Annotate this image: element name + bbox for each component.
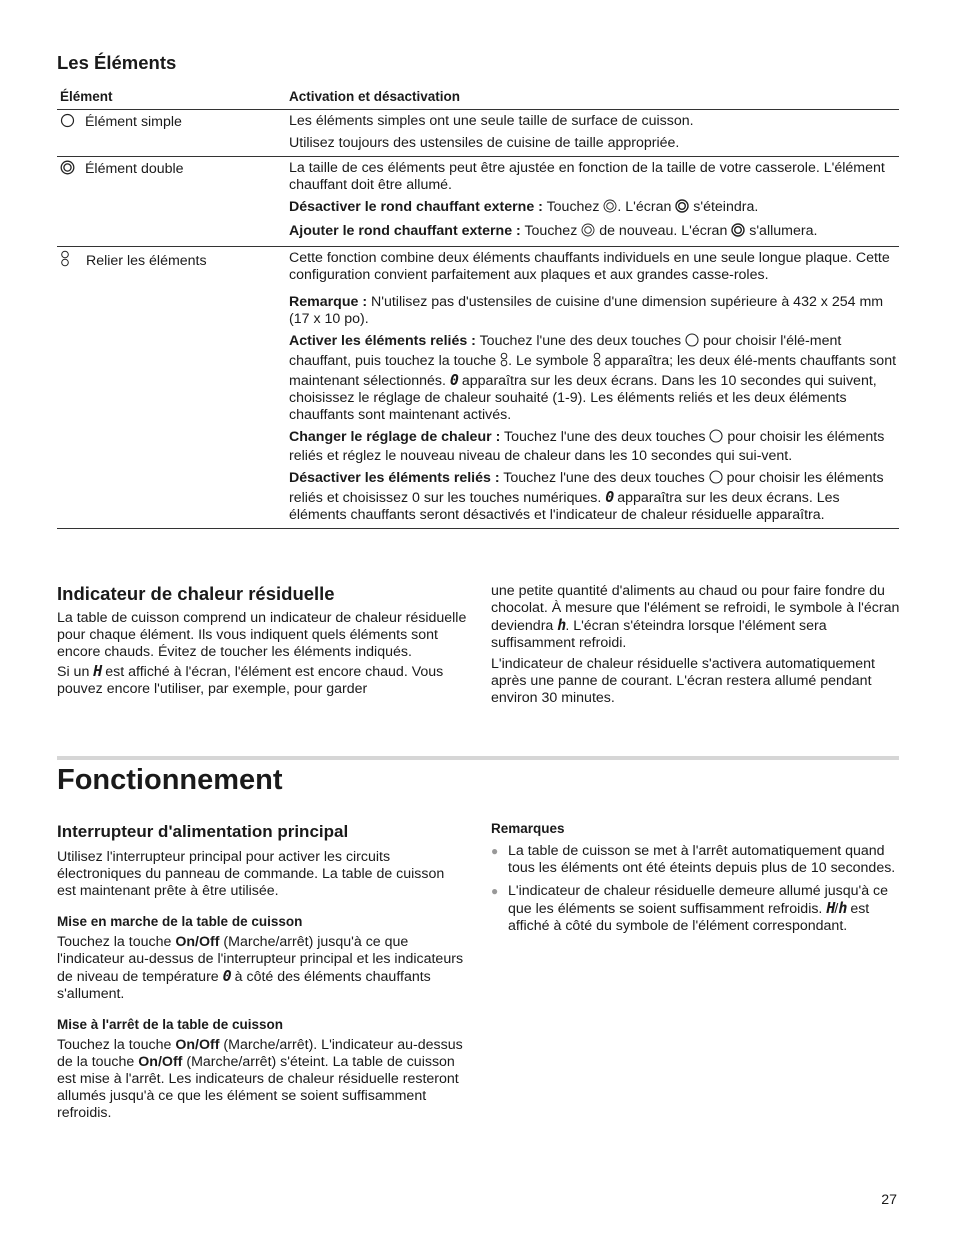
list-item (491, 843, 901, 877)
text-segment: Touchez (524, 223, 578, 239)
text-segment: apparaîtra sur les deux écrans. Dans les 10 secondes qui suivent, choisissez le réglage de chaleur souhaité (1-9). Les éléments reliés et les deux éléments chauffants sont maintenant activés. (289, 373, 877, 423)
elements-table (57, 87, 899, 529)
text-segment: . L'écran (617, 199, 672, 215)
residual-paragraph: L'indicateur de chaleur résiduelle s'activera automatiquement après une panne de courant. L'écran restera allumé pendant environ 30 minutes. (491, 656, 875, 706)
bullet-icon: ● (491, 884, 499, 898)
onoff-key-label: On/Off (138, 1054, 183, 1070)
text-segment: Touchez la touche (57, 934, 172, 950)
text-segment: Touchez l'une des deux touches (479, 333, 682, 349)
text-segment: est affiché à l'écran, l'élément est encore chaud. Vous pouvez encore l'utiliser, par exemple, pour garder (57, 664, 444, 697)
text-segment: pour choisir les éléments reliés et choisissez 0 sur les touches numériques. (289, 470, 884, 506)
text-segment: . Le symbole (508, 353, 589, 369)
notes-list (491, 843, 901, 935)
text-segment: La table de cuisson se met à l'arrêt automatiquement quand tous les éléments ont été éteints depuis plus de 10 secondes. (508, 843, 896, 876)
turn-on-title: Mise en marche de la table de cuisson (57, 914, 303, 929)
residual-right-column (491, 583, 901, 709)
single-circle-icon (709, 470, 723, 489)
table-header (57, 87, 899, 110)
add-outer-text (289, 223, 899, 242)
col-activation-header: Activation et désactivation (289, 89, 461, 104)
note-text (289, 294, 899, 328)
display-zero-symbol: 0 (605, 488, 614, 506)
residual-low-symbol: h (838, 899, 847, 917)
turn-off-paragraph (57, 1037, 467, 1122)
single-circle-icon (709, 429, 723, 448)
outer-ring-touch-icon (603, 199, 617, 218)
text-segment: (Marche/arrêt) jusqu'à ce que l'indicateur au-dessus de l'interrupteur principal et les indicateurs de niveau de température (57, 934, 464, 985)
deactivate-bridge-label: Désactiver les éléments reliés : (289, 470, 500, 486)
outer-ring-touch-icon (581, 223, 595, 242)
text-segment: s'éteindra. (693, 199, 759, 215)
turn-on-paragraph (57, 934, 467, 1003)
switch-paragraph: Utilisez l'interrupteur principal pour activer les circuits électroniques du panneau de commande. La table de cuisson est maintenant prête à être utilisée. (57, 849, 445, 899)
text-segment: N'utilisez pas d'ustensiles de cuisine d'une dimension supérieure à 432 x 254 mm (17 x 10 po). (289, 294, 884, 327)
elements-title: Les Éléments (57, 52, 177, 73)
row-text: Utilisez toujours des ustensiles de cuisine de taille appropriée. (289, 135, 680, 151)
residual-high-symbol: H (826, 899, 835, 917)
residual-low-symbol: h (557, 616, 566, 634)
double-circle-icon (731, 223, 745, 242)
operation-right-column (491, 821, 901, 941)
text-segment: de nouveau. L'écran (599, 223, 728, 239)
row-text: La taille de ces éléments peut être ajustée en fonction de la taille de votre casserole. L'élément chauffant doit être allumé. (289, 160, 885, 193)
slash-symbol: / (834, 901, 839, 917)
text-segment: Touchez la touche (57, 1037, 172, 1053)
text-segment: (Marche/arrêt). L'indicateur au-dessus de la touche (57, 1037, 463, 1070)
display-zero-symbol: 0 (222, 967, 231, 985)
text-segment: Touchez (546, 199, 600, 215)
list-item (491, 883, 901, 935)
bullet-icon: ● (491, 844, 499, 858)
text-segment: est affiché à côté du symbole de l'élément correspondant. (508, 901, 870, 934)
change-heat-text (289, 429, 899, 465)
text-segment: L'indicateur de chaleur résiduelle demeure allumé jusqu'à ce que les éléments se soient suffisamment refroidis. (508, 883, 889, 917)
single-circle-icon (60, 113, 75, 133)
table-row-double (57, 157, 899, 247)
residual-title: Indicateur de chaleur résiduelle (57, 583, 335, 604)
double-circle-icon (60, 160, 75, 180)
deactivate-outer-text (289, 199, 899, 218)
deactivate-outer-label: Désactiver le rond chauffant externe : (289, 199, 543, 215)
text-segment: apparaîtra; les deux élé-ments chauffants sont maintenant sélectionnés. (289, 353, 897, 389)
display-zero-symbol: 0 (449, 371, 458, 389)
text-segment: . L'écran s'éteindra lorsque l'élément sera suffisamment refroidi. (491, 618, 827, 651)
text-segment: apparaîtra sur les deux écrans. Les éléments chauffants seront désactivés et l'indicateur de chaleur résiduelle apparaîtra. (289, 490, 840, 523)
table-row-single (57, 110, 899, 157)
single-circle-icon (685, 333, 699, 352)
row-text: Les éléments simples ont une seule taille de surface de cuisson. (289, 113, 694, 129)
row-text: Cette fonction combine deux éléments chauffants individuels en une seule longue plaque. Cette configuration convient parfaitement aux plaques et aux grandes casse-roles. (289, 250, 890, 283)
page-number: 27 (881, 1192, 897, 1208)
text-segment: Touchez l'une des deux touches (504, 429, 706, 445)
col-element-header: Élément (60, 89, 113, 104)
deactivate-bridge-text (289, 470, 899, 524)
text-segment: Touchez l'une des deux touches (503, 470, 705, 486)
text-segment: pour choisir les éléments reliés et réglez le nouveau niveau de chaleur dans les 10 secondes qui sui-vent. (289, 429, 885, 464)
residual-high-symbol: H (93, 662, 102, 680)
text-segment: une petite quantité d'aliments au chaud ou pour faire fondre du chocolat. À mesure que l'élément se refroidi, le symbole à l'écran deviendra (491, 583, 900, 634)
element-name: Relier les éléments (85, 253, 207, 269)
text-segment: s'allumera. (749, 223, 818, 239)
residual-paragraph (491, 583, 901, 652)
operation-title: Fonctionnement (57, 764, 283, 796)
element-name: Élément double (84, 161, 184, 177)
onoff-key-label: On/Off (175, 1037, 220, 1053)
activate-bridge-text (289, 333, 899, 424)
activate-bridge-label: Activer les éléments reliés : (289, 333, 476, 349)
turn-off-title: Mise à l'arrêt de la table de cuisson (57, 1017, 284, 1032)
bridge-icon (60, 250, 70, 272)
text-segment: pour choisir l'élé-ment chauffant, puis touchez la touche (289, 333, 842, 369)
residual-paragraph: La table de cuisson comprend un indicateur de chaleur résiduelle pour chaque élément. Ils vous indiquent quels éléments sont encore chauds. Évitez de toucher les éléments indiqués. (57, 610, 467, 660)
bridge-icon (500, 352, 508, 372)
text-segment: à côté des éléments chauffants s'allument. (57, 969, 431, 1002)
note-label: Remarque : (289, 294, 368, 310)
operation-left-column (57, 821, 467, 1124)
element-name: Élément simple (84, 114, 182, 130)
text-segment: Si un (57, 664, 90, 680)
change-heat-label: Changer le réglage de chaleur : (289, 429, 501, 445)
table-row-bridge (57, 247, 899, 529)
residual-paragraph (57, 663, 467, 698)
text-segment: (Marche/arrêt) s'éteint. La table de cuisson est mise à l'arrêt. Les indicateurs de chaleur résiduelle resteront allumés jusqu'à ce que les élément se soient suffisamment refroidis. (57, 1054, 459, 1121)
add-outer-label: Ajouter le rond chauffant externe : (289, 223, 521, 239)
notes-title: Remarques (491, 821, 565, 836)
switch-title: Interrupteur d'alimentation principal (57, 822, 349, 841)
onoff-key-label: On/Off (175, 934, 220, 950)
double-circle-icon (675, 199, 689, 218)
bridge-icon (593, 352, 601, 372)
residual-left-column (57, 610, 467, 700)
section-divider (57, 756, 899, 760)
